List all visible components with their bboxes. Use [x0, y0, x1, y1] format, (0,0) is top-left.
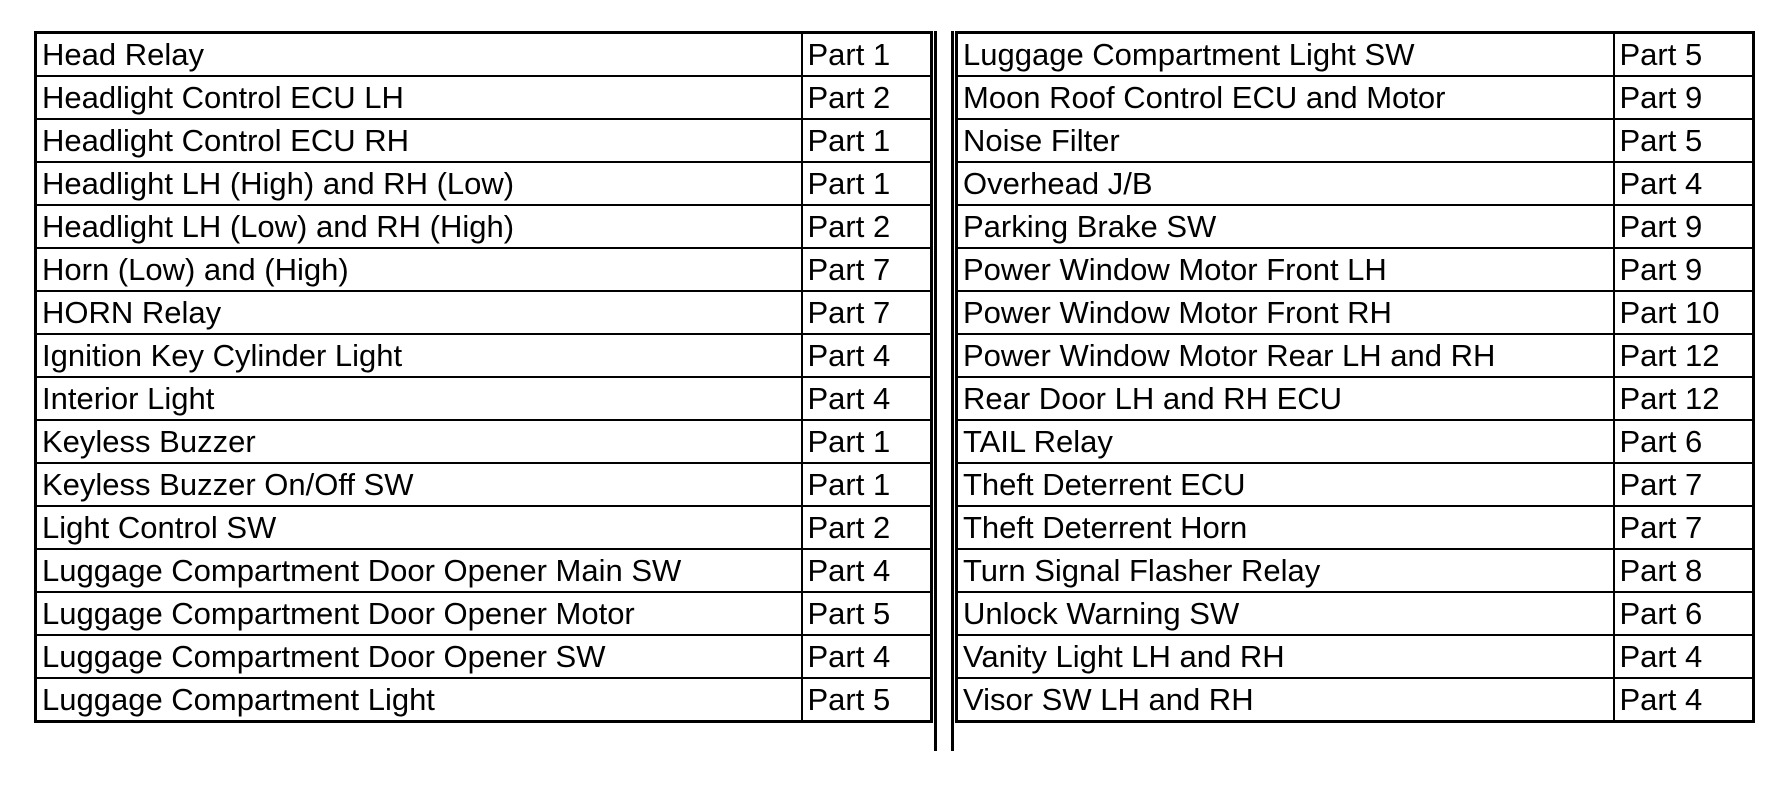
right-index-table [955, 31, 1755, 723]
part-reference-cell: Part 2 [802, 506, 932, 549]
part-reference-cell: Part 7 [1614, 506, 1754, 549]
component-name-cell: Luggage Compartment Light SW [957, 33, 1614, 77]
component-name-cell: Luggage Compartment Door Opener SW [36, 635, 802, 678]
table-row [36, 291, 932, 334]
component-name-cell: Visor SW LH and RH [957, 678, 1614, 722]
table-row [957, 463, 1754, 506]
part-reference-cell: Part 1 [802, 33, 932, 77]
left-index-table [34, 31, 933, 723]
table-row [36, 635, 932, 678]
separator-line-left [934, 31, 937, 751]
component-name-cell: Keyless Buzzer On/Off SW [36, 463, 802, 506]
component-name-cell: Theft Deterrent ECU [957, 463, 1614, 506]
table-row [36, 549, 932, 592]
part-reference-cell: Part 4 [1614, 678, 1754, 722]
table-row [36, 506, 932, 549]
table-row [36, 592, 932, 635]
part-reference-cell: Part 12 [1614, 377, 1754, 420]
table-row [36, 76, 932, 119]
table-row [957, 635, 1754, 678]
component-name-cell: Noise Filter [957, 119, 1614, 162]
part-reference-cell: Part 1 [802, 420, 932, 463]
table-row [36, 678, 932, 722]
table-row [957, 33, 1754, 77]
table-row [36, 33, 932, 77]
component-name-cell: Theft Deterrent Horn [957, 506, 1614, 549]
table-row [36, 463, 932, 506]
part-reference-cell: Part 4 [802, 635, 932, 678]
table-row [36, 119, 932, 162]
component-name-cell: Vanity Light LH and RH [957, 635, 1614, 678]
part-reference-cell: Part 5 [802, 592, 932, 635]
part-reference-cell: Part 12 [1614, 334, 1754, 377]
part-reference-cell: Part 4 [1614, 162, 1754, 205]
component-name-cell: Unlock Warning SW [957, 592, 1614, 635]
component-name-cell: Power Window Motor Front LH [957, 248, 1614, 291]
table-row [957, 506, 1754, 549]
component-name-cell: Moon Roof Control ECU and Motor [957, 76, 1614, 119]
part-reference-cell: Part 4 [802, 549, 932, 592]
part-reference-cell: Part 7 [1614, 463, 1754, 506]
component-name-cell: Luggage Compartment Door Opener Motor [36, 592, 802, 635]
component-name-cell: Interior Light [36, 377, 802, 420]
table-row [957, 119, 1754, 162]
component-name-cell: Light Control SW [36, 506, 802, 549]
part-reference-cell: Part 5 [1614, 119, 1754, 162]
table-row [957, 162, 1754, 205]
part-reference-cell: Part 5 [1614, 33, 1754, 77]
component-name-cell: Rear Door LH and RH ECU [957, 377, 1614, 420]
part-reference-cell: Part 1 [802, 463, 932, 506]
table-row [36, 420, 932, 463]
part-reference-cell: Part 1 [802, 162, 932, 205]
part-reference-cell: Part 9 [1614, 248, 1754, 291]
table-row [36, 162, 932, 205]
component-name-cell: Headlight LH (Low) and RH (High) [36, 205, 802, 248]
table-row [36, 205, 932, 248]
component-name-cell: Power Window Motor Rear LH and RH [957, 334, 1614, 377]
separator-line-right [951, 31, 954, 751]
component-name-cell: Power Window Motor Front RH [957, 291, 1614, 334]
part-reference-cell: Part 7 [802, 291, 932, 334]
part-reference-cell: Part 9 [1614, 76, 1754, 119]
part-reference-cell: Part 4 [802, 334, 932, 377]
part-reference-cell: Part 2 [802, 205, 932, 248]
part-reference-cell: Part 2 [802, 76, 932, 119]
table-row [957, 205, 1754, 248]
table-row [36, 377, 932, 420]
component-name-cell: Headlight Control ECU LH [36, 76, 802, 119]
part-reference-cell: Part 4 [802, 377, 932, 420]
part-reference-cell: Part 10 [1614, 291, 1754, 334]
part-reference-cell: Part 6 [1614, 420, 1754, 463]
part-reference-cell: Part 9 [1614, 205, 1754, 248]
component-name-cell: Luggage Compartment Door Opener Main SW [36, 549, 802, 592]
component-name-cell: Overhead J/B [957, 162, 1614, 205]
component-name-cell: Parking Brake SW [957, 205, 1614, 248]
component-name-cell: Turn Signal Flasher Relay [957, 549, 1614, 592]
component-name-cell: Luggage Compartment Light [36, 678, 802, 722]
table-row [957, 76, 1754, 119]
part-reference-cell: Part 1 [802, 119, 932, 162]
part-reference-cell: Part 4 [1614, 635, 1754, 678]
part-reference-cell: Part 6 [1614, 592, 1754, 635]
table-row [957, 334, 1754, 377]
table-row [957, 291, 1754, 334]
table-row [957, 549, 1754, 592]
component-name-cell: Headlight Control ECU RH [36, 119, 802, 162]
table-row [957, 377, 1754, 420]
table-row [957, 592, 1754, 635]
component-name-cell: Horn (Low) and (High) [36, 248, 802, 291]
component-name-cell: Head Relay [36, 33, 802, 77]
component-name-cell: TAIL Relay [957, 420, 1614, 463]
table-row [957, 248, 1754, 291]
table-row [36, 334, 932, 377]
component-name-cell: HORN Relay [36, 291, 802, 334]
part-reference-cell: Part 5 [802, 678, 932, 722]
component-name-cell: Headlight LH (High) and RH (Low) [36, 162, 802, 205]
table-row [957, 420, 1754, 463]
table-row [36, 248, 932, 291]
table-row [957, 678, 1754, 722]
part-reference-cell: Part 8 [1614, 549, 1754, 592]
component-name-cell: Ignition Key Cylinder Light [36, 334, 802, 377]
part-reference-cell: Part 7 [802, 248, 932, 291]
component-name-cell: Keyless Buzzer [36, 420, 802, 463]
